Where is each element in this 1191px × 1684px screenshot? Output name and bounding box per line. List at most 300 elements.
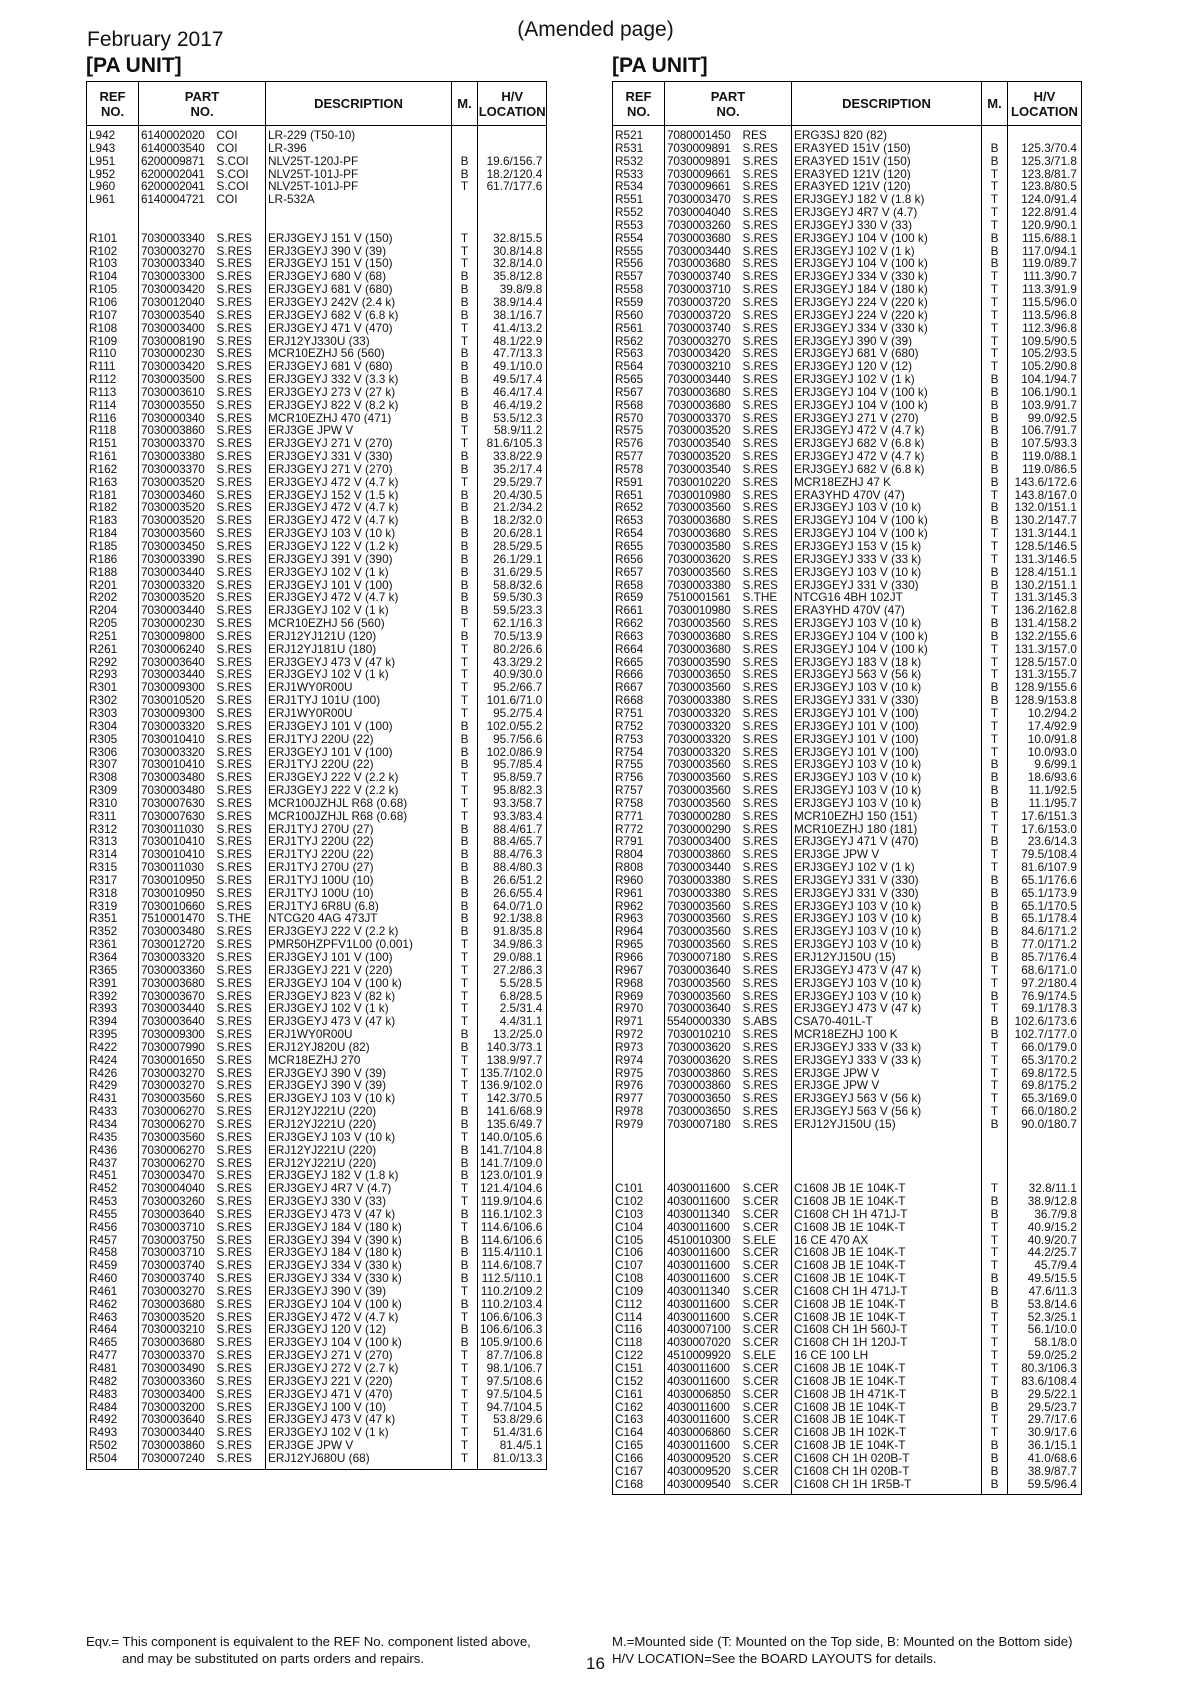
description: ERJ3GEYJ 103 V (10 k): [792, 681, 982, 694]
table-row: [87, 155, 547, 168]
hv-location: 112.3/96.8: [1008, 322, 1082, 335]
part-type: S.RES: [215, 1002, 266, 1015]
part-type: S.RES: [215, 617, 266, 630]
mounted-side: B: [452, 1234, 478, 1247]
description: ERA3YED 121V (120): [792, 180, 982, 193]
ref-no: R314: [87, 848, 139, 861]
ref-no: L952: [87, 168, 139, 181]
description: NLV25T-101J-PF: [266, 180, 452, 193]
ref-no: R116: [87, 412, 139, 425]
description: ERJ3GEYJ 472 V (4.7 k): [266, 501, 452, 514]
table-row: [87, 1195, 547, 1208]
ref-no: R393: [87, 1002, 139, 1015]
part-type: S.RES: [215, 758, 266, 771]
hv-location: 120.9/90.1: [1008, 219, 1082, 232]
ref-no: C167: [613, 1465, 665, 1478]
table-row: [613, 1413, 1082, 1426]
description: ERJ3GEYJ 563 V (56 k): [792, 1092, 982, 1105]
part-no: 7030003680: [665, 514, 741, 527]
part-no: 7030003710: [139, 1221, 215, 1234]
part-type: S.RES: [215, 270, 266, 283]
part-no: 7030011030: [139, 823, 215, 836]
part-no: 7030001650: [139, 1054, 215, 1067]
table-row: [613, 733, 1082, 746]
mounted-side: B: [982, 771, 1008, 784]
part-type: S.RES: [741, 887, 792, 900]
part-type: S.RES: [741, 257, 792, 270]
table-row: [87, 283, 547, 296]
mounted-side: B: [452, 168, 478, 181]
ref-no: R307: [87, 758, 139, 771]
ref-no: R972: [613, 1028, 665, 1041]
mounted-side: T: [452, 1054, 478, 1067]
ref-no: R181: [87, 489, 139, 502]
ref-no: R429: [87, 1079, 139, 1092]
description: ERJ3GEYJ 680 V (68): [266, 270, 452, 283]
hv-location: 85.7/176.4: [1008, 951, 1082, 964]
description: ERJ3GEYJ 101 V (100): [266, 746, 452, 759]
ref-no: R667: [613, 681, 665, 694]
part-no: 7030003370: [139, 463, 215, 476]
mounted-side: T: [982, 193, 1008, 206]
table-row: [613, 1401, 1082, 1414]
mounted-side: B: [452, 861, 478, 874]
part-no: 7030003440: [665, 245, 741, 258]
part-type: S.RES: [215, 1362, 266, 1375]
part-no: 7030003680: [139, 1336, 215, 1349]
ref-no: R188: [87, 566, 139, 579]
hv-location: 114.6/106.6: [478, 1234, 547, 1247]
hv-location: 104.1/94.7: [1008, 373, 1082, 386]
part-no: 7030003440: [139, 668, 215, 681]
hv-location: 53.5/12.3: [478, 412, 547, 425]
mounted-side: B: [452, 386, 478, 399]
table-row: [613, 1157, 1082, 1170]
description: ERJ3GEYJ 104 V (100 k): [792, 386, 982, 399]
hv-location: 83.6/108.4: [1008, 1375, 1082, 1388]
description: 16 CE 470 AX: [792, 1234, 982, 1247]
mounted-side: T: [452, 1221, 478, 1234]
hv-location: 84.6/171.2: [1008, 925, 1082, 938]
part-no: [665, 1131, 741, 1144]
mounted-side: T: [452, 1452, 478, 1469]
ref-no: R114: [87, 399, 139, 412]
description: ERJ3GEYJ 473 V (47 k): [266, 1015, 452, 1028]
part-type: S.RES: [215, 450, 266, 463]
mounted-side: B: [452, 489, 478, 502]
description: ERJ1TYJ 270U (27): [266, 823, 452, 836]
description: ERJ3GEYJ 273 V (27 k): [266, 386, 452, 399]
mounted-side: T: [452, 668, 478, 681]
hv-location: 40.9/30.0: [478, 668, 547, 681]
mounted-side: T: [452, 1426, 478, 1439]
part-type: S.RES: [215, 771, 266, 784]
part-no: 7030003560: [139, 1131, 215, 1144]
description: ERJ3GEYJ 101 V (100): [792, 733, 982, 746]
part-type: S.RES: [741, 681, 792, 694]
hv-location: 38.9/12.8: [1008, 1195, 1082, 1208]
description: ERJ3GEYJ 102 V (1 k): [266, 604, 452, 617]
table-row: [613, 232, 1082, 245]
description: ERJ3GEYJ 4R7 V (4.7): [792, 206, 982, 219]
ref-no: R668: [613, 694, 665, 707]
part-type: S.CER: [741, 1221, 792, 1234]
description: ERJ3GEYJ 681 V (680): [266, 283, 452, 296]
part-type: S.RES: [215, 1054, 266, 1067]
part-no: 7030009891: [665, 155, 741, 168]
part-type: S.RES: [215, 245, 266, 258]
hv-location: 107.5/93.3: [1008, 437, 1082, 450]
table-row: [87, 1362, 547, 1375]
part-no: 7030003320: [665, 720, 741, 733]
ref-no: R107: [87, 309, 139, 322]
description: ERJ3GEYJ 271 V (270): [792, 412, 982, 425]
ref-no: R482: [87, 1375, 139, 1388]
ref-no: [613, 1144, 665, 1157]
table-row: [613, 1375, 1082, 1388]
hv-location: 93.3/58.7: [478, 797, 547, 810]
table-row: [613, 501, 1082, 514]
description: [266, 219, 452, 232]
hv-location: 97.5/108.6: [478, 1375, 547, 1388]
part-no: 7030003640: [139, 1208, 215, 1221]
hv-location: 9.6/99.1: [1008, 758, 1082, 771]
description: ERJ3GEYJ 330 V (33): [792, 219, 982, 232]
hv-location: 140.3/73.1: [478, 1041, 547, 1054]
hv-location: 23.6/14.3: [1008, 835, 1082, 848]
table-row: [87, 1234, 547, 1247]
part-no: 7030000290: [665, 823, 741, 836]
part-type: S.RES: [741, 424, 792, 437]
col-mounted-side: M.: [982, 82, 1008, 126]
part-no: 6200002041: [139, 180, 215, 193]
ref-no: R771: [613, 810, 665, 823]
mounted-side: B: [982, 1298, 1008, 1311]
mounted-side: [982, 1131, 1008, 1144]
part-no: 4030006860: [665, 1426, 741, 1439]
description: C1608 JB 1E 104K-T: [792, 1298, 982, 1311]
table-row: [613, 450, 1082, 463]
mounted-side: B: [982, 1388, 1008, 1401]
ref-no: R752: [613, 720, 665, 733]
mounted-side: T: [982, 1067, 1008, 1080]
description: ERJ3GEYJ 682 V (6.8 k): [792, 463, 982, 476]
hv-location: 45.7/9.4: [1008, 1259, 1082, 1272]
description: ERJ1TYJ 100U (10): [266, 887, 452, 900]
part-no: 7030009300: [139, 1028, 215, 1041]
mounted-side: T: [452, 1388, 478, 1401]
description: [266, 206, 452, 219]
description: ERJ1TYJ 270U (27): [266, 861, 452, 874]
description: ERJ3GEYJ 681 V (680): [792, 347, 982, 360]
mounted-side: B: [982, 1465, 1008, 1478]
part-no: [665, 1144, 741, 1157]
mounted-side: T: [982, 1336, 1008, 1349]
table-row: [613, 1478, 1082, 1495]
description: ERA3YED 121V (120): [792, 168, 982, 181]
table-row: [87, 168, 547, 181]
hv-location: 40.9/15.2: [1008, 1221, 1082, 1234]
part-type: S.RES: [215, 887, 266, 900]
part-no: 4030011600: [665, 1221, 741, 1234]
ref-no: R558: [613, 283, 665, 296]
description: MCR100JZHJL R68 (0.68): [266, 797, 452, 810]
part-no: 7030003680: [665, 386, 741, 399]
table-row: [87, 1401, 547, 1414]
table-row: [87, 450, 547, 463]
mounted-side: B: [982, 155, 1008, 168]
hv-location: 21.2/34.2: [478, 501, 547, 514]
mounted-side: B: [452, 1298, 478, 1311]
description: C1608 JB 1E 104K-T: [792, 1182, 982, 1195]
ref-no: R434: [87, 1118, 139, 1131]
part-type: S.RES: [741, 553, 792, 566]
table-row: [613, 707, 1082, 720]
mounted-side: T: [982, 1426, 1008, 1439]
part-no: 7030004040: [665, 206, 741, 219]
mounted-side: B: [452, 527, 478, 540]
table-row: [613, 1041, 1082, 1054]
part-type: S.RES: [741, 733, 792, 746]
ref-no: R261: [87, 643, 139, 656]
table-row: [613, 412, 1082, 425]
ref-no: R422: [87, 1041, 139, 1054]
part-no: 7030003360: [139, 1375, 215, 1388]
part-type: S.RES: [215, 1272, 266, 1285]
table-row: [613, 1105, 1082, 1118]
part-type: S.CER: [741, 1208, 792, 1221]
part-no: 7030010520: [139, 694, 215, 707]
ref-no: R665: [613, 656, 665, 669]
description: ERJ3GEYJ 333 V (33 k): [792, 553, 982, 566]
table-row: [87, 1157, 547, 1170]
ref-no: R560: [613, 309, 665, 322]
description: ERJ3GEYJ 391 V (390): [266, 553, 452, 566]
table-row: [87, 1375, 547, 1388]
hv-location: 128.5/157.0: [1008, 656, 1082, 669]
hv-location: 116.1/102.3: [478, 1208, 547, 1221]
table-row: [87, 219, 547, 232]
table-row: [613, 643, 1082, 656]
mounted-side: B: [452, 514, 478, 527]
part-type: S.RES: [741, 797, 792, 810]
part-no: 7030003710: [139, 1246, 215, 1259]
hv-location: 95.8/82.3: [478, 784, 547, 797]
mounted-side: T: [982, 1041, 1008, 1054]
part-no: 4030011600: [665, 1439, 741, 1452]
part-type: S.RES: [215, 694, 266, 707]
mounted-side: T: [452, 771, 478, 784]
table-row: [87, 1208, 547, 1221]
part-type: S.RES: [741, 219, 792, 232]
hv-location: 95.7/85.4: [478, 758, 547, 771]
mounted-side: B: [452, 155, 478, 168]
part-no: 7030007180: [665, 1118, 741, 1131]
table-row: [613, 887, 1082, 900]
hv-location: 35.2/17.4: [478, 463, 547, 476]
ref-no: R555: [613, 245, 665, 258]
part-type: S.RES: [215, 386, 266, 399]
table-row: [613, 373, 1082, 386]
description: ERJ3GEYJ 473 V (47 k): [266, 1208, 452, 1221]
hv-location: 115.4/110.1: [478, 1246, 547, 1259]
mounted-side: B: [452, 501, 478, 514]
description: NTCG16 4BH 102JT: [792, 591, 982, 604]
part-type: S.RES: [215, 1349, 266, 1362]
table-row: [613, 283, 1082, 296]
part-type: S.RES: [215, 1246, 266, 1259]
hv-location: 88.4/76.3: [478, 848, 547, 861]
table-row: [613, 437, 1082, 450]
ref-no: R464: [87, 1323, 139, 1336]
table-row: [87, 964, 547, 977]
part-no: 4030011600: [665, 1182, 741, 1195]
hv-location: 47.7/13.3: [478, 347, 547, 360]
ref-no: R504: [87, 1452, 139, 1469]
mounted-side: T: [452, 617, 478, 630]
table-row: [613, 656, 1082, 669]
hv-location: 65.1/178.4: [1008, 912, 1082, 925]
ref-no: R531: [613, 142, 665, 155]
table-row: [613, 810, 1082, 823]
description: C1608 JB 1E 104K-T: [792, 1375, 982, 1388]
ref-no: C114: [613, 1311, 665, 1324]
table-row: [87, 1336, 547, 1349]
part-type: S.RES: [741, 668, 792, 681]
description: ERJ3GEYJ 153 V (15 k): [792, 540, 982, 553]
description: MCR10EZHJ 56 (560): [266, 617, 452, 630]
description: ERJ3GEYJ 104 V (100 k): [792, 630, 982, 643]
hv-location: 102.6/173.6: [1008, 1015, 1082, 1028]
part-no: 7030000230: [139, 617, 215, 630]
mounted-side: T: [452, 322, 478, 335]
ref-no: R493: [87, 1426, 139, 1439]
part-type: S.RES: [215, 591, 266, 604]
mounted-side: B: [452, 925, 478, 938]
table-row: [87, 322, 547, 335]
part-no: 7030003480: [139, 784, 215, 797]
part-type: [215, 219, 266, 232]
part-no: 7030007630: [139, 810, 215, 823]
description: ERJ3GEYJ 151 V (150): [266, 257, 452, 270]
part-no: 7030012040: [139, 296, 215, 309]
part-no: 7030003560: [139, 1092, 215, 1105]
table-row: [613, 1246, 1082, 1259]
part-no: 7030008190: [139, 335, 215, 348]
part-type: S.RES: [741, 540, 792, 553]
ref-no: R457: [87, 1234, 139, 1247]
mounted-side: T: [452, 1439, 478, 1452]
hv-location: 66.0/179.0: [1008, 1041, 1082, 1054]
description: ERJ3GEYJ 334 V (330 k): [792, 322, 982, 335]
part-no: 7030003540: [665, 437, 741, 450]
table-row: [87, 1092, 547, 1105]
description: ERJ3GEYJ 104 V (100 k): [266, 1298, 452, 1311]
mounted-side: T: [452, 810, 478, 823]
description: C1608 JB 1E 104K-T: [792, 1259, 982, 1272]
part-no: 7030010410: [139, 848, 215, 861]
description: ERJ3GEYJ 390 V (39): [792, 335, 982, 348]
description: ERJ12YJ221U (220): [266, 1144, 452, 1157]
part-no: 4030011600: [665, 1362, 741, 1375]
part-no: 7030003480: [139, 771, 215, 784]
table-row: [87, 707, 547, 720]
table-row: [87, 733, 547, 746]
description: C1608 CH 1H 120J-T: [792, 1336, 982, 1349]
ref-no: R293: [87, 668, 139, 681]
mounted-side: T: [452, 180, 478, 193]
description: ERJ3GEYJ 823 V (82 k): [266, 990, 452, 1003]
part-type: S.RES: [215, 527, 266, 540]
hv-location: 105.2/93.5: [1008, 347, 1082, 360]
ref-no: R301: [87, 681, 139, 694]
ref-no: C109: [613, 1285, 665, 1298]
description: ERJ3GEYJ 122 V (1.2 k): [266, 540, 452, 553]
ref-no: R791: [613, 835, 665, 848]
hv-location: 97.5/104.5: [478, 1388, 547, 1401]
hv-location: 18.2/120.4: [478, 168, 547, 181]
hv-location: 31.6/29.5: [478, 566, 547, 579]
ref-no: R969: [613, 990, 665, 1003]
unit-title-right: [PA UNIT]: [612, 54, 708, 77]
mounted-side: T: [452, 977, 478, 990]
hv-location: 128.5/146.5: [1008, 540, 1082, 553]
ref-no: R433: [87, 1105, 139, 1118]
part-no: 7030004040: [139, 1182, 215, 1195]
part-type: S.RES: [215, 553, 266, 566]
description: ERJ3GEYJ 102 V (1 k): [792, 861, 982, 874]
ref-no: R461: [87, 1285, 139, 1298]
description: ERJ3GEYJ 682 V (6.8 k): [266, 309, 452, 322]
ref-no: L951: [87, 155, 139, 168]
mounted-side: B: [452, 848, 478, 861]
ref-no: R364: [87, 951, 139, 964]
description: ERJ3GEYJ 101 V (100): [266, 579, 452, 592]
hv-location: 95.2/66.7: [478, 681, 547, 694]
hv-location: 58.1/8.0: [1008, 1336, 1082, 1349]
table-row: [87, 823, 547, 836]
mounted-side: B: [982, 1208, 1008, 1221]
mounted-side: T: [452, 424, 478, 437]
part-type: S.RES: [215, 746, 266, 759]
description: LR-532A: [266, 193, 452, 206]
description: ERJ3GEYJ 152 V (1.5 k): [266, 489, 452, 502]
part-no: 4030009540: [665, 1478, 741, 1495]
description: ERJ3GEYJ 101 V (100): [266, 951, 452, 964]
mounted-side: T: [452, 1067, 478, 1080]
ref-no: R663: [613, 630, 665, 643]
ref-no: R962: [613, 900, 665, 913]
mounted-side: B: [982, 617, 1008, 630]
ref-no: R655: [613, 540, 665, 553]
ref-no: R302: [87, 694, 139, 707]
mounted-side: B: [982, 579, 1008, 592]
part-type: S.RES: [741, 335, 792, 348]
hv-location: 70.5/13.9: [478, 630, 547, 643]
ref-no: C103: [613, 1208, 665, 1221]
hv-location: 88.4/61.7: [478, 823, 547, 836]
description: ERJ3GEYJ 184 V (180 k): [266, 1221, 452, 1234]
mounted-side: T: [982, 977, 1008, 990]
ref-no: R456: [87, 1221, 139, 1234]
ref-no: R111: [87, 360, 139, 373]
table-row: [87, 373, 547, 386]
description: ERJ3GEYJ 334 V (330 k): [792, 270, 982, 283]
ref-no: R317: [87, 874, 139, 887]
ref-no: R455: [87, 1208, 139, 1221]
part-no: 7030003860: [665, 1079, 741, 1092]
part-type: S.CER: [741, 1246, 792, 1259]
